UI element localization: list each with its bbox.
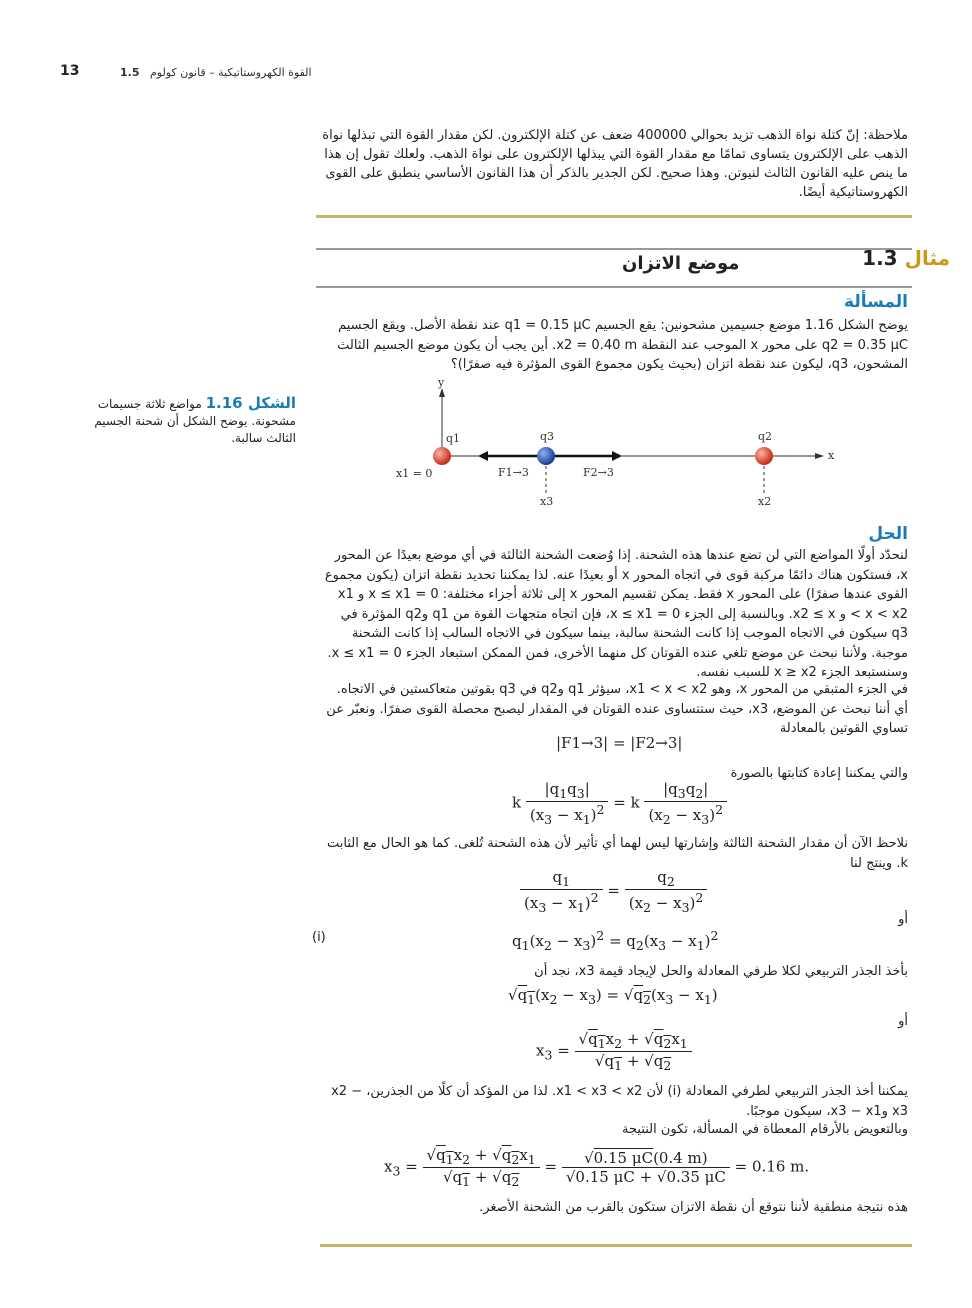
or-2: أو — [898, 1014, 908, 1029]
equation-result: $x_3$ = $\frac{√q_1x_2 + √q_2x_1}{√q_1 + √q_2}$ = $\frac{√0.15 \mu C(0.4 m)}{√0.15 \mu C + √0.35 \mu C}$ = 0.16 m. — [384, 1146, 810, 1189]
section-number: 1.5 — [120, 66, 140, 79]
running-header — [120, 66, 312, 79]
note-text: ملاحظة: إنّ كتلة نواة الذهب تزيد بحوالي 400000 ضعف عن كتلة الإلكترون. لكن مقدار القوة التي تبذلها نواة الذهب على الإلكترون يتساوى تمامًا مع مقدار القوة التي يبذلها الإلكترون على نواة الذهب. ولعلك تقول إن هذا ما ينص عليه القانون الثالث لنيوتن. وهذا صحيح. لكن الجدير بالذكر أن هذا القانون الأساسي ينطبق على القوى الكهروستاتيكية أيضًا. — [322, 128, 908, 200]
figure-caption — [84, 395, 296, 447]
label-x1: x1 = 0 — [396, 467, 433, 480]
charge-q1 — [433, 447, 451, 465]
page-number: 13 — [60, 63, 80, 79]
problem-heading: المسألة — [844, 292, 908, 312]
y-axis-arrow-icon — [439, 388, 445, 397]
solution-para-4: نلاحظ الآن أن مقدار الشحنة الثالثة وإشارتها ليس لهما أي تأثير لأن هذه الشحنة تُلغى. كما هو الحال مع الثابت k. وينتج لنا — [327, 836, 908, 871]
x-axis-arrow-icon — [815, 453, 824, 459]
label-x3: x3 — [540, 495, 554, 508]
force-arrow-f13-head-icon — [478, 451, 488, 461]
solution-para-1: لنحدّد أولًا المواضع التي لن تضع عندها هذه الشحنة. إذا وُضعت الشحنة الثالثة في أي موضع بعيدًا عن المحور x، فستكون هناك دائمًا مركبة قوى في اتجاه المحور x أو بعيدًا عنه. لذا يمكننا تحديد نقطة اتزان (يكون مجموع القوى عندها صفرًا) على المحور x فقط. يمكن تقسيم المحور x إلى ثلاثة أجزاء مختلفة: x ≤ x1 = 0 و x1 < x < x2 و x2 ≤ x. وبالنسبة إلى الجزء x ≤ x1 = 0، فإن اتجاه متجهات القوة من q1 وq2 المؤثرة في q3 سيكون في الاتجاه الموجب إذا كانت الشحنة سالبة، بينما سيكون في الاتجاه السالب إذا كانت الشحنة موجبة. ولأننا نبحث عن موضع تلغي عنده القوتان كل منهما الأخرى، فمن الممكن استبعاد الجزء x ≤ x1 = 0. وسنستبعد الجزء x ≥ x2 للسبب نفسه. — [324, 548, 908, 680]
section-title: القوة الكهروستاتيكية – قانون كولوم — [150, 66, 312, 79]
label-x2: x2 — [758, 495, 772, 508]
figure-caption-text: مواضع ثلاثة جسيمات مشحونة. يوضح الشكل أن شحنة الجسيم الثالث سالبة. — [94, 397, 296, 445]
result-value: = 0.16 m. — [734, 1157, 810, 1176]
note-box — [316, 118, 912, 218]
figure-caption-label: الشكل 1.16 — [205, 394, 296, 412]
solution-para-7: وبالتعويض بالأرقام المعطاة في المسألة، تكون النتيجة — [622, 1122, 908, 1137]
solution-heading: الحل — [868, 524, 908, 544]
charge-q3 — [537, 447, 555, 465]
equation-label-i: (i) — [312, 930, 326, 945]
solution-para-5: بأخذ الجذر التربيعي لكلا طرفي المعادلة والحل لإيجاد قيمة x3، نجد أن — [534, 964, 908, 979]
bottom-rule — [320, 1244, 912, 1247]
force-arrow-f23-head-icon — [612, 451, 622, 461]
label-f13: F1→3 — [498, 466, 529, 479]
equation-coulomb: k $\frac{|q_1q_3|}{(x_3 - x_1)^2}$ = k $\frac{|q_3q_2|}{(x_2 - x_3)^2}$ — [512, 780, 727, 827]
label-f23: F2→3 — [583, 466, 614, 479]
or-1: أو — [898, 912, 908, 927]
example-word: مثال — [904, 246, 950, 270]
example-label — [862, 246, 950, 270]
example-number: 1.3 — [862, 246, 898, 270]
problem-text: يوضح الشكل 1.16 موضع جسيمين مشحونين: يقع الجسيم q1 = 0.15 μC عند نقطة الأصل. ويقع الجسيم q2 = 0.35 μC على محور x الموجب عند النقطة x2 = 0.40 m. أين يجب أن يكون موضع الجسيم الثالث المشحون، q3، ليكون عند نقطة اتزان (بحيث يكون مجموع القوى المؤثرة فيه صفرًا)؟ — [337, 318, 908, 372]
equation-sqrt: $√q_1(x_2 - x_3) = √q_2(x_3 - x_1)$ — [508, 986, 718, 1007]
example-bar — [316, 248, 912, 288]
label-q1: q1 — [446, 432, 461, 445]
y-axis-label: y — [438, 376, 445, 389]
charge-figure — [380, 372, 850, 512]
equation-i: $q_1(x_2 - x_3)^2 = q_2(x_3 - x_1)^2$ — [512, 928, 719, 953]
solution-para-8: هذه نتيجة منطقية لأننا نتوقع أن نقطة الاتزان ستكون بالقرب من الشحنة الأصغر. — [479, 1200, 908, 1215]
charge-q2 — [755, 447, 773, 465]
equation-ratio: $\frac{q_1}{(x_3 - x_1)^2}$ = $\frac{q_2}{(x_2 - x_3)^2}$ — [520, 868, 707, 915]
solution-para-2: في الجزء المتبقي من المحور x، وهو x1 < x < x2، سيؤثر q1 وq2 في q3 بقوتين متعاكستين في الاتجاه. أي أننا نبحث عن الموضع، x3، حيث ستتساوى عنده القوتان في المقدار ليصبح محصلة القوى صفرًا. ونعبّر عن تساوي القوتين بالمعادلة — [326, 682, 908, 736]
example-title: موضع الاتزان — [622, 253, 740, 274]
equation-force-balance: |F1→3| = |F2→3| — [556, 734, 683, 752]
equation-x3: $x_3$ = $\frac{√q_1x_2 + √q_2x_1}{√q_1 + √q_2}$ — [536, 1030, 692, 1073]
label-q2: q2 — [758, 430, 773, 443]
label-q3: q3 — [540, 430, 555, 443]
solution-para-6: يمكننا أخذ الجذر التربيعي لطرفي المعادلة (i) لأن x1 < x3 < x2. لذا من المؤكد أن كلًا من الجذرين، x2 − x3 وx3 − x1، سيكون موجبًا. — [331, 1084, 908, 1119]
note-rule — [316, 215, 912, 218]
x-axis-label: x — [828, 449, 835, 462]
solution-para-3: والتي يمكننا إعادة كتابتها بالصورة — [730, 766, 908, 781]
